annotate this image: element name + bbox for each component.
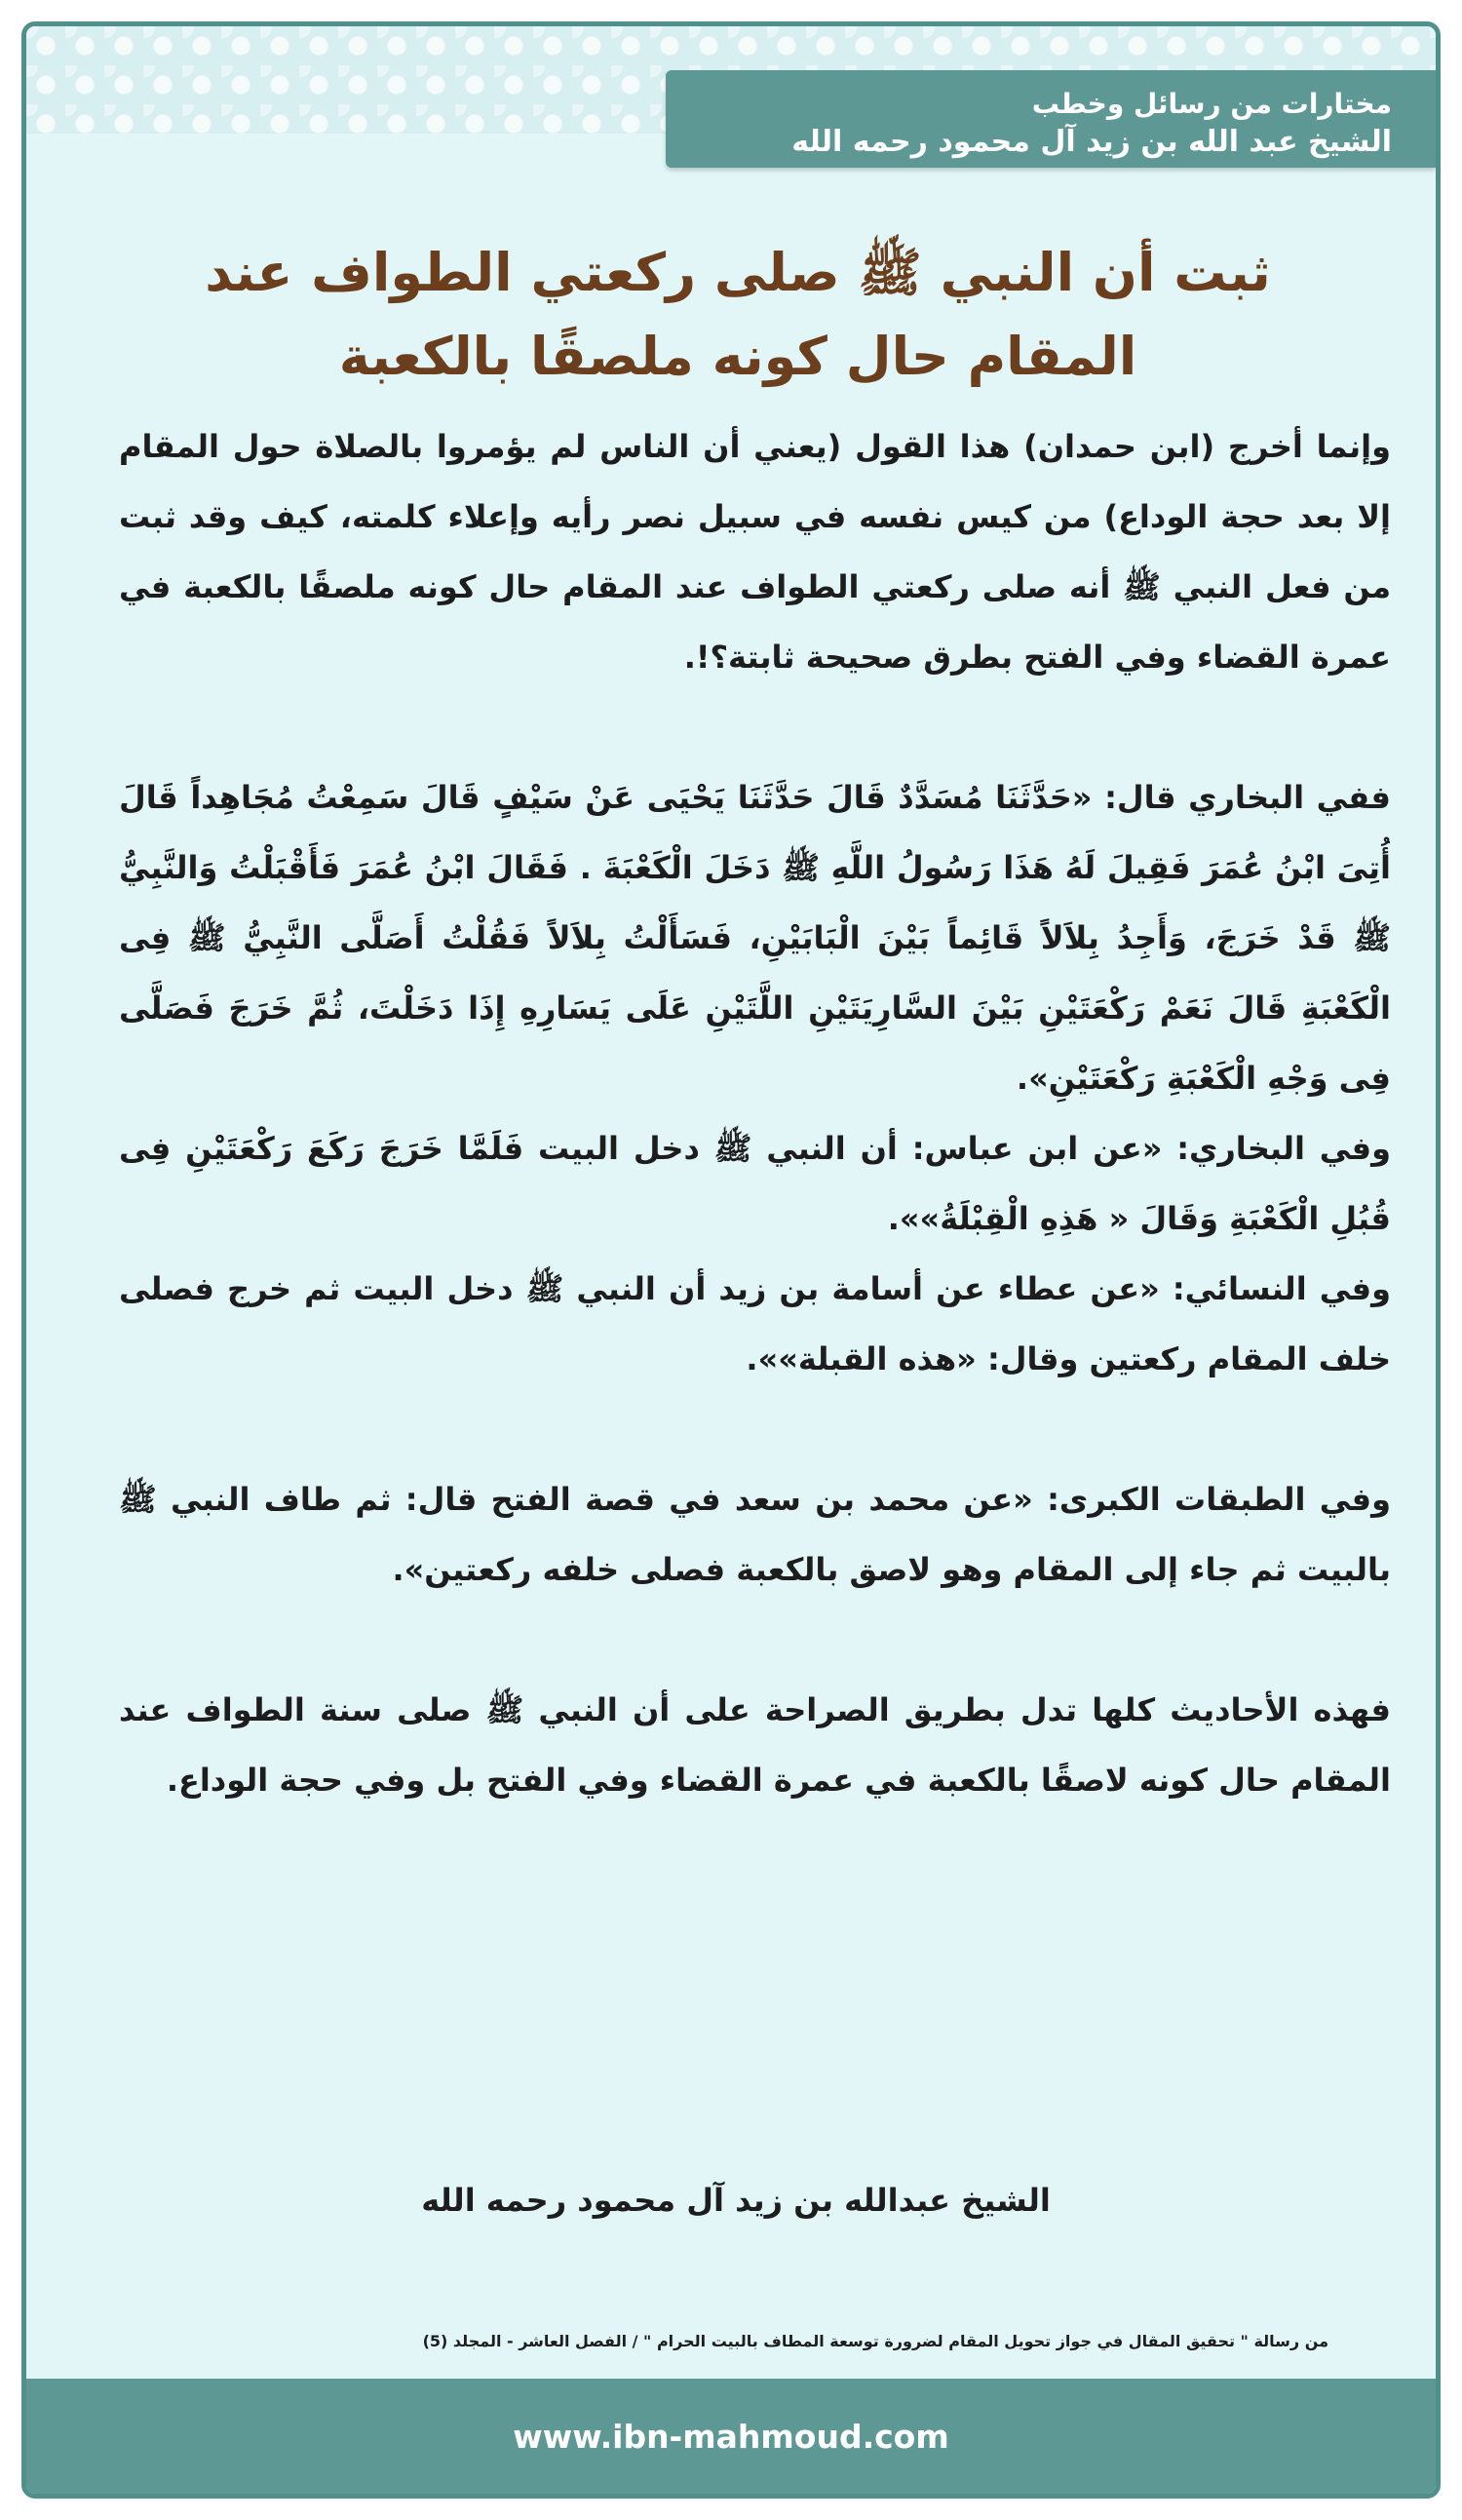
paragraph-intro: وإنما أخرج (ابن حمدان) هذا القول (يعني أن الناس لم يؤمروا بالصلاة حول المقام إلا بعد حجة الوداع) من كيس نفسه في سبيل نصر رأيه وإعلاء كلمته، كيف وقد ثبت من فعل النبي ﷺ أنه صلى ركعتي الطواف عند المقام حال كونه ملصقًا بالكعبة في عمرة القضاء وفي الفتح بطرق صحيحة ثابتة؟!. (119, 428, 1391, 676)
source-citation: من رسالة " تحقيق المقال في جواز تحويل المقام لضرورة توسعة المطاف بالبيت الحرام " / الفصل العاشر - المجلد (5) (422, 2332, 1328, 2350)
paragraph-tabaqat: وفي الطبقات الكبرى: «عن محمد بن سعد في قصة الفتح قال: ثم طاف النبي ﷺ بالبيت ثم جاء إلى المقام وهو لاصق بالكعبة فصلى خلفه ركعتين». (119, 1481, 1391, 1588)
header-author-name: الشيخ عبد الله بن زيد آل محمود رحمه الله (791, 125, 1392, 159)
page-frame (21, 21, 1441, 2499)
article-body (119, 411, 1391, 1815)
signature: الشيخ عبدالله بن زيد آل محمود رحمه الله (421, 2182, 1051, 2219)
paragraph-nasai: وفي النسائي: «عن عطاء عن أسامة بن زيد أن النبي ﷺ دخل البيت ثم خرج فصلى خلف المقام ركعتين وقال: «هذه القبلة»». (119, 1270, 1391, 1377)
header-banner (666, 70, 1436, 168)
footer-bar (26, 2379, 1436, 2494)
paragraph-conclusion: فهذه الأحاديث كلها تدل بطريق الصراحة على أن النبي ﷺ صلى سنة الطواف عند المقام حال كونه لاصقًا بالكعبة في عمرة القضاء وفي الفتح بل وفي حجة الوداع. (119, 1691, 1391, 1799)
paragraph-bukhari-1: ففي البخاري قال: «حَدَّثَنَا مُسَدَّدٌ قَالَ حَدَّثَنَا يَحْيَى عَنْ سَيْفٍ قَالَ سَمِعْتُ مُجَاهِداً قَالَ أُتِىَ ابْنُ عُمَرَ فَقِيلَ لَهُ هَذَا رَسُولُ اللَّهِ ﷺ دَخَلَ الْكَعْبَةَ . فَقَالَ ابْنُ عُمَرَ فَأَقْبَلْتُ وَالنَّبِيُّ ﷺ قَدْ خَرَجَ، وَأَجِدُ بِلاَلاً قَائِماً بَيْنَ الْبَابَيْنِ، فَسَأَلْتُ بِلاَلاً فَقُلْتُ أَصَلَّى النَّبِيُّ ﷺ فِى الْكَعْبَةِ قَالَ نَعَمْ رَكْعَتَيْنِ بَيْنَ السَّارِيَتَيْنِ اللَّتَيْنِ عَلَى يَسَارِهِ إِذَا دَخَلْتَ، ثُمَّ خَرَجَ فَصَلَّى فِى وَجْهِ الْكَعْبَةِ رَكْعَتَيْنِ». (119, 779, 1391, 1097)
article-title-line-1: ثبت أن النبي ﷺ صلى ركعتي الطواف عند (205, 242, 1271, 303)
paragraph-bukhari-2: وفي البخاري: «عن ابن عباس: أن النبي ﷺ دخل البيت فَلَمَّا خَرَجَ رَكَعَ رَكْعَتَيْنِ فِى قُبُلِ الْكَعْبَةِ وَقَالَ « هَذِهِ الْقِبْلَةُ»». (119, 1130, 1391, 1237)
article-title-line-2: المقام حال كونه ملصقًا بالكعبة (338, 326, 1137, 387)
website-link[interactable]: www.ibn-mahmoud.com (513, 2417, 949, 2456)
header-series-title: مختارات من رسائل وخطب (1031, 88, 1392, 120)
article-title (143, 231, 1332, 399)
